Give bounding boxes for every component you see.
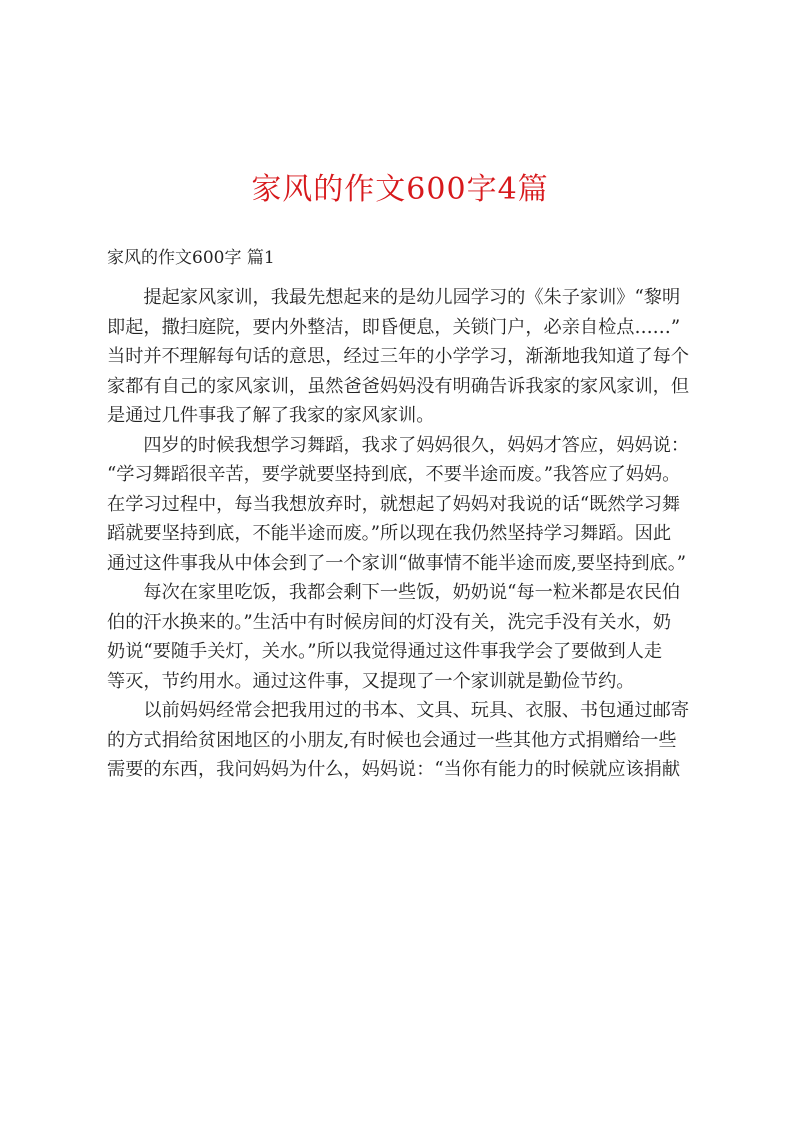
document-title: 家风的作文600字4篇 — [251, 172, 549, 207]
paragraph: 每次在家里吃饭，我都会剩下一些饭，奶奶说“每一粒米都是农民伯 伯的汗水换来的。”生活中有时候房间的灯没有关，洗完手没有关水，奶 奶说“要随手关灯，关水。”所以我觉得通过这件事我学会了要做到人走 等灭，节约用水。通过这件事，又提现了一个家训就是勤俭节约。 — [107, 582, 681, 692]
section-heading: 家风的作文600字 篇1 — [107, 248, 275, 268]
essay-body — [107, 283, 707, 785]
paragraph: 以前妈妈经常会把我用过的书本、文具、玩具、衣服、书包通过邮寄 的方式捐给贫困地区的小朋友,有时候也会通过一些其他方式捐赠给一些 需要的东西，我问妈妈为什么，妈妈说：“当你有能力的时候就应该捐献 — [107, 700, 690, 780]
paragraph: 提起家风家训，我最先想起来的是幼儿园学习的《朱子家训》“黎明 即起，撒扫庭院，要内外整洁，即昏便息，关锁门户，必亲自检点……” 当时并不理解每句话的意思，经过三年的小学学习，渐渐地我知道了每个 家都有自己的家风家训，虽然爸爸妈妈没有明确告诉我家的家风家训，但 是通过几件事我了解了我家的家风家训。 — [107, 287, 690, 426]
paragraph: 四岁的时候我想学习舞蹈，我求了妈妈很久，妈妈才答应，妈妈说： “学习舞蹈很辛苦，要学就要坚持到底，不要半途而废。”我答应了妈妈。 在学习过程中，每当我想放弃时，就想起了妈妈对我说的话“既然学习舞 蹈就要坚持到底，不能半途而废。”所以现在我仍然坚持学习舞蹈。因此 通过这件事我从中体会到了一个家训“做事情不能半途而废,要坚持到底。” — [107, 434, 690, 574]
